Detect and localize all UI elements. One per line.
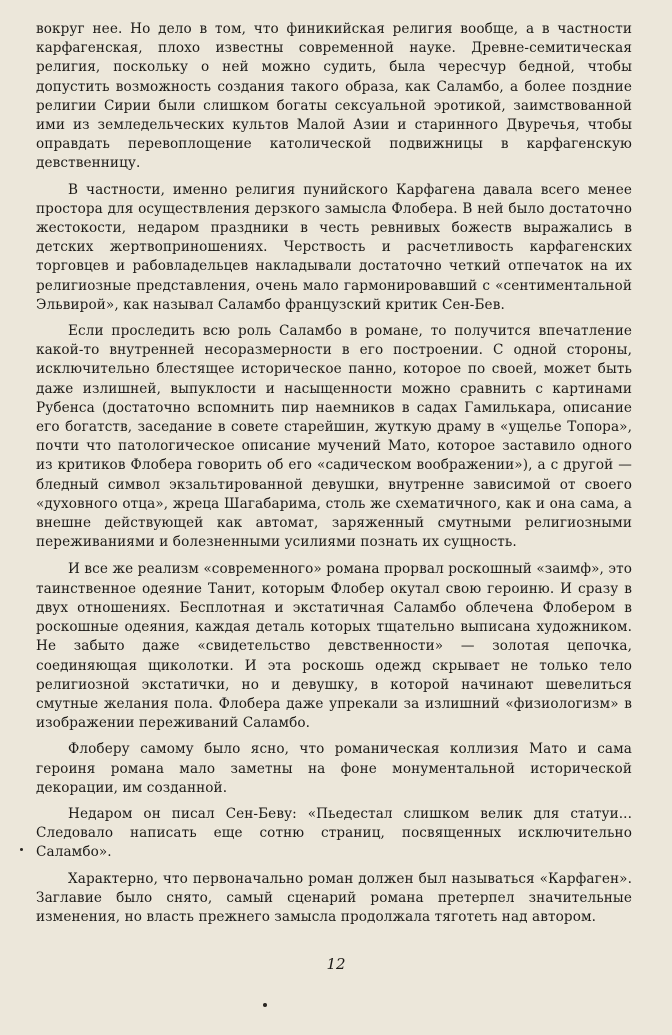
print-speck-mark bbox=[20, 848, 23, 851]
paragraph-3: Если проследить всю роль Саламбо в романе, то получится впечатление какой-то внутренней несоразмерности в его построении. С одной стороны, исключительно блестящее историческое панно, которое по своей, может быть даже излишней, выпуклости и насыщенности можно сравнить с картинами Рубенса (достаточно вспомнить пир наемников в садах Гамилькара, описание его богатств, заседание в совете старейшин, жуткую драму в «ущелье Топора», почти что патологическое описание мучений Мато, которое заставило одного из критиков Флобера говорить об его «садическом воображении»), а с другой — бледный символ экзальтированной девушки, внутренне зависимой от своего «духовного отца», жреца Шагабарима, столь же схематичного, как и она сама, а внешне действующей как автомат, заряженный смутными религиозными переживаниями и болезненными усилиями познать их сущность. bbox=[36, 323, 632, 551]
page-text-block bbox=[36, 20, 632, 934]
paragraph-4: И все же реализм «современного» романа прорвал роскошный «заимф», это таинственное одеяние Танит, которым Флобер окутал свою героиню. И сразу в двух отношениях. Бесплотная и экстатичная Саламбо облечена Флобером в роскошные одеяния, каждая деталь которых тщательно выписана художником. Не забыто даже «свидетельство девственности» — золотая цепочка, соединяющая щиколотки. И эта роскошь одежд скрывает не только тело религиозной экстатички, но и девушку, в которой начинают шевелиться смутные желания пола. Флобера даже упрекали за излишний «физиологизм» в изображении переживаний Саламбо. bbox=[36, 561, 632, 732]
paragraph-6: Недаром он писал Сен-Беву: «Пьедестал слишком велик для статуи... Следовало написать еще сотню страниц, посвященных исключительно Саламбо». bbox=[36, 805, 632, 861]
paragraph-7: Характерно, что первоначально роман должен был называться «Карфаген». Заглавие было снято, самый сценарий романа претерпел значительные изменения, но власть прежнего замысла продолжала тяготеть над автором. bbox=[36, 870, 632, 925]
page-number: 12 bbox=[326, 955, 346, 973]
paragraph-5: Флоберу самому было ясно, что романическая коллизия Мато и сама героиня романа мало заметны на фоне монументальной исторической декорации, им созданной. bbox=[36, 741, 632, 796]
paragraph-1: вокруг нее. Но дело в том, что финикийская религия вообще, а в частности карфагенская, плохо известны современной науке. Древне-семитическая религия, поскольку о ней можно судить, была чересчур бедной, чтобы допустить возможность создания такого образа, как Саламбо, а более поздние религии Сирии были слишком богаты сексуальной эротикой, заимствованной ими из земледельческих культов Малой Азии и старинного Двуречья, чтобы оправдать перевоплощение католической подвижницы в карфагенскую девственницу. bbox=[36, 21, 632, 172]
print-speck-mark bbox=[263, 1003, 267, 1007]
paragraph-2: В частности, именно религия пунийского Карфагена давала всего менее простора для осуществления дерзкого замысла Флобера. В ней было достаточно жестокости, недаром праздники в честь ревнивых божеств выражались в детских жертвоприношениях. Черствость и расчетливость карфагенских торговцев и рабовладельцев накладывали достаточно четкий отпечаток на их религиозные представления, очень мало гармонировавший с «сентиментальной Эльвирой», как называл Саламбо французский критик Сен-Бев. bbox=[36, 181, 632, 313]
